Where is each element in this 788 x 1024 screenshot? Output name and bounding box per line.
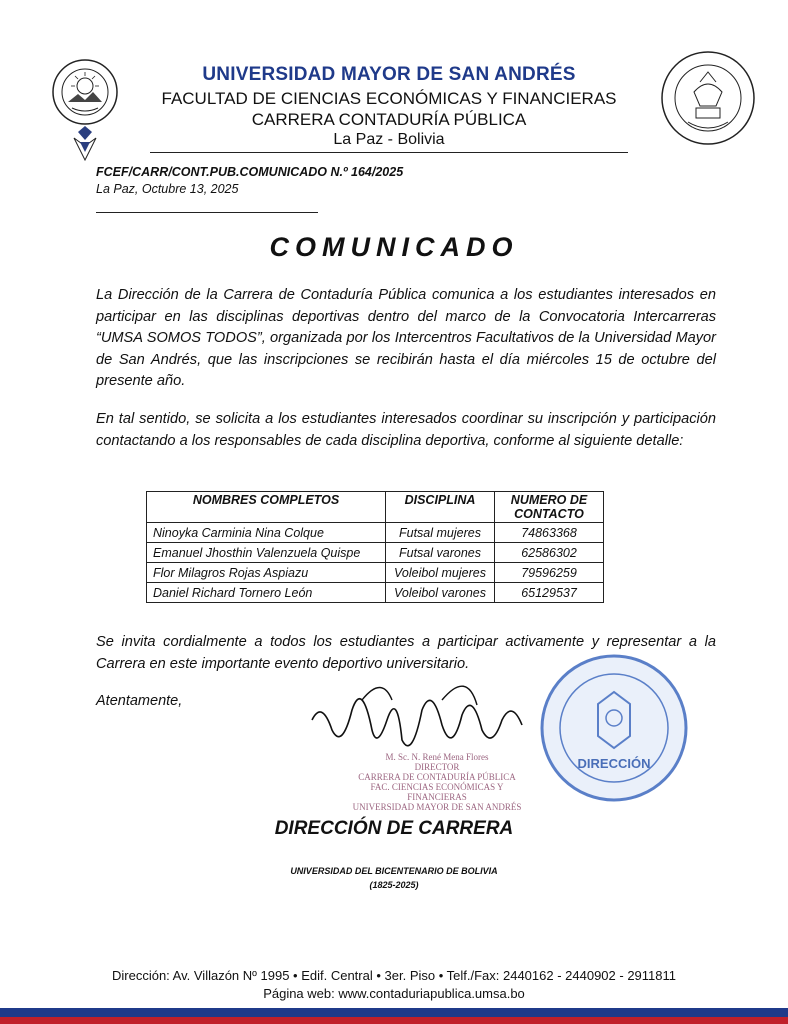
university-name: UNIVERSIDAD MAYOR DE SAN ANDRÉS	[202, 64, 576, 85]
document-date: La Paz, Octubre 13, 2025	[96, 182, 239, 196]
column-header-name: NOMBRES COMPLETOS	[147, 492, 386, 523]
cell-discipline: Futsal mujeres	[386, 523, 495, 543]
cell-contact: 62586302	[495, 543, 604, 563]
table-row	[147, 523, 604, 543]
cell-discipline: Voleibol varones	[386, 583, 495, 603]
column-header-contact: NUMERO DE CONTACTO	[495, 492, 604, 523]
career-seal-logo	[658, 48, 758, 148]
stamp-university: UNIVERSIDAD MAYOR DE SAN ANDRÉS	[352, 802, 522, 812]
faculty-name: FACULTAD DE CIENCIAS ECONÓMICAS Y FINANCIERAS	[161, 89, 617, 108]
table-row	[147, 563, 604, 583]
round-stamp-label: DIRECCIÓN	[577, 756, 651, 771]
footer-website: Página web: www.contaduriapublica.umsa.bo	[263, 986, 525, 1001]
cell-contact: 74863368	[495, 523, 604, 543]
paragraph-intro: La Dirección de la Carrera de Contaduría Pública comunica a los estudiantes interesados en participar en las disciplinas deportivas dentro del marco de la Convocatoria Intercarreras “UMSA SOMOS TODOS”, organizada por los Intercentros Facultativos de la Universidad Mayor de San Andrés, que las inscripciones se recibirán hasta el día miércoles 15 de octubre del presente año.	[96, 287, 716, 389]
career-name: CARRERA CONTADURÍA PÚBLICA	[251, 110, 527, 129]
stamp-faculty: FAC. CIENCIAS ECONÓMICAS Y FINANCIERAS	[370, 782, 504, 802]
paragraph-invitation: Se invita cordialmente a todos los estudiantes a participar activamente y representar a la Carrera en este importante evento deportivo universitario.	[96, 634, 716, 672]
stamp-signer: M. Sc. N. René Mena Flores	[385, 752, 489, 762]
university-seal-logo	[50, 42, 120, 172]
footer-bar-blue	[0, 1008, 788, 1017]
contacts-table	[146, 491, 604, 603]
cell-discipline: Futsal varones	[386, 543, 495, 563]
stamp-career: CARRERA DE CONTADURÍA PÚBLICA	[358, 772, 516, 782]
bicentennial-years: (1825-2025)	[369, 880, 419, 890]
cell-name: Emanuel Jhosthin Valenzuela Quispe	[147, 543, 386, 563]
table-header-row	[147, 492, 604, 523]
cell-name: Daniel Richard Tornero León	[147, 583, 386, 603]
closing-text: Atentamente,	[96, 693, 183, 709]
cell-name: Ninoyka Carminia Nina Colque	[147, 523, 386, 543]
bicentennial-text: UNIVERSIDAD DEL BICENTENARIO DE BOLIVIA	[290, 866, 498, 876]
signature-block-title: DIRECCIÓN DE CARRERA	[274, 818, 514, 839]
header-divider	[150, 152, 628, 153]
cell-name: Flor Milagros Rojas Aspiazu	[147, 563, 386, 583]
signature-stamp	[352, 752, 522, 812]
date-divider	[96, 212, 318, 213]
column-header-discipline: DISCIPLINA	[386, 492, 495, 523]
cell-discipline: Voleibol mujeres	[386, 563, 495, 583]
paragraph-instructions: En tal sentido, se solicita a los estudiantes interesados coordinar su inscripción y participación contactando a los responsables de cada disciplina deportiva, conforme al siguiente detalle:	[96, 411, 716, 449]
document-title: COMUNICADO	[269, 232, 519, 262]
cell-contact: 65129537	[495, 583, 604, 603]
footer-bar-red	[0, 1017, 788, 1024]
table-row	[147, 543, 604, 563]
stamp-role: DIRECTOR	[414, 762, 460, 772]
footer-address: Dirección: Av. Villazón Nº 1995 • Edif. Central • 3er. Piso • Telf./Fax: 2440162 - 2440902 - 2911811	[111, 968, 676, 983]
reference-number: FCEF/CARR/CONT.PUB.COMUNICADO N.º 164/2025	[96, 165, 404, 179]
table-row	[147, 583, 604, 603]
cell-contact: 79596259	[495, 563, 604, 583]
city-name: La Paz - Bolivia	[333, 131, 445, 148]
round-direction-stamp	[538, 652, 690, 804]
